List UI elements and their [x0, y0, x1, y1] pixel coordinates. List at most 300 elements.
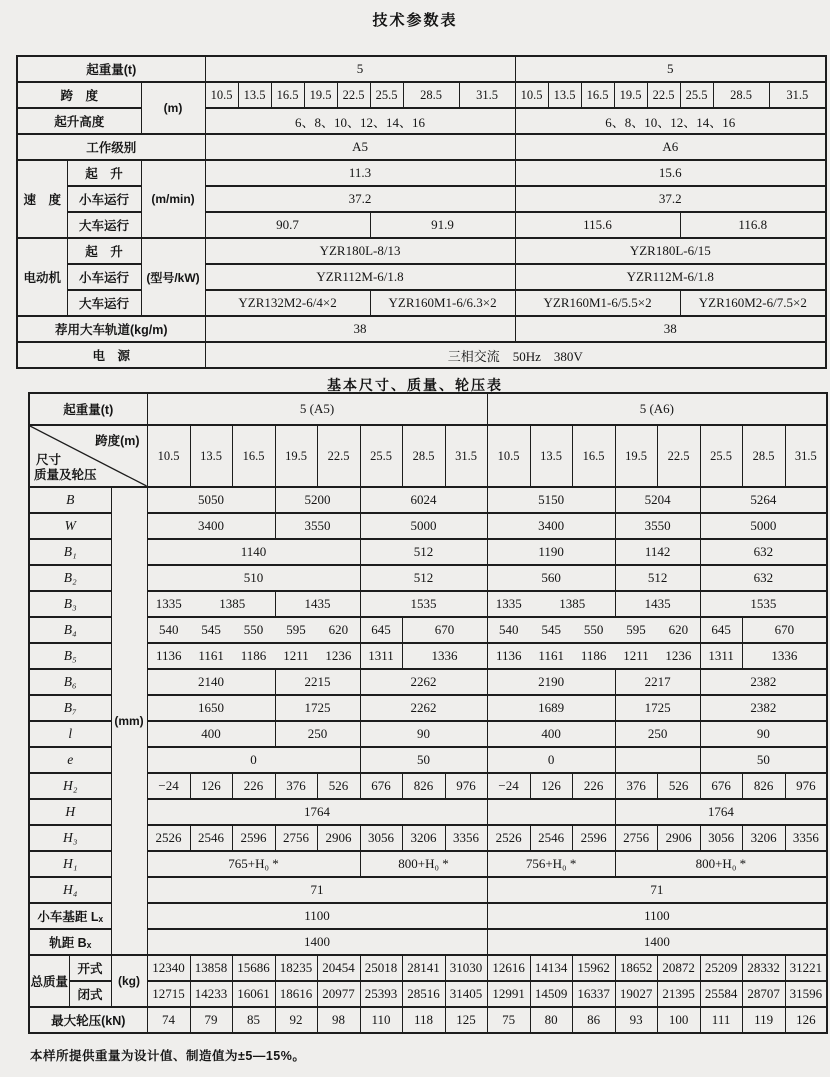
value-cell: 71 — [147, 877, 487, 903]
column-header: 28.5 — [713, 82, 769, 108]
value-cell: 1236 — [665, 648, 692, 663]
table-row — [29, 799, 827, 825]
table-row — [17, 212, 826, 238]
table-row — [29, 1007, 827, 1033]
value-cell — [147, 591, 275, 617]
value-cell: 25018 — [360, 955, 402, 981]
value-cell: 2382 — [700, 669, 827, 695]
value-cell: 620 — [668, 622, 689, 637]
row-label: 最大轮压(kN) — [29, 1007, 147, 1033]
value-cell: 20872 — [657, 955, 700, 981]
row-label: 工作级别 — [17, 134, 205, 160]
value-cell: 1100 — [487, 903, 827, 929]
value-cell: 28332 — [742, 955, 785, 981]
table-row — [29, 877, 827, 903]
table-row — [17, 290, 826, 316]
table-row — [17, 108, 826, 134]
technical-parameters-table — [16, 55, 827, 369]
value-cell: 6024 — [360, 487, 487, 513]
value-cell: 116.8 — [680, 212, 826, 238]
value-cell: 540 — [158, 622, 179, 637]
value-cell: 376 — [275, 773, 317, 799]
unit-label: (m) — [141, 82, 205, 134]
value-cell: 5000 — [700, 513, 827, 539]
value-cell: 226 — [232, 773, 275, 799]
value-cell: 2906 — [317, 825, 360, 851]
value-cell: 12340 — [147, 955, 190, 981]
table-row — [29, 955, 827, 981]
row-label: 起 升 — [67, 238, 141, 264]
value-cell: 91.9 — [370, 212, 515, 238]
value-cell: 16337 — [572, 981, 615, 1007]
table-row — [29, 617, 827, 643]
value-cell: 545 — [201, 622, 221, 637]
value-cell: 540 — [499, 622, 519, 637]
value-cell: 1650 — [147, 695, 275, 721]
value-cell: −24 — [487, 773, 530, 799]
unit-label: (mm) — [111, 487, 147, 955]
value-cell: 1186 — [580, 648, 607, 663]
value-cell: 376 — [615, 773, 657, 799]
value-cell: 31221 — [785, 955, 827, 981]
column-header: 31.5 — [459, 82, 515, 108]
row-label: 速 度 — [17, 160, 67, 238]
table-row — [17, 238, 826, 264]
value-cell: 2262 — [360, 669, 487, 695]
value-cell: 6、8、10、12、14、16 — [515, 108, 826, 134]
value-cell: 28707 — [742, 981, 785, 1007]
diagonal-header-text: 尺寸 — [36, 453, 62, 467]
value-cell: 1764 — [147, 799, 487, 825]
unit-label: (m/min) — [141, 160, 205, 238]
value-cell: YZR112M-6/1.8 — [205, 264, 515, 290]
value-cell: 14233 — [190, 981, 232, 1007]
value-cell: YZR160M2-6/7.5×2 — [680, 290, 826, 316]
value-cell: 126 — [785, 1007, 827, 1033]
column-header: 25.5 — [700, 425, 742, 487]
value-cell: 118 — [402, 1007, 445, 1033]
value-cell: 98 — [317, 1007, 360, 1033]
value-cell: 526 — [657, 773, 700, 799]
value-cell: 595 — [626, 622, 646, 637]
value-cell: A5 — [205, 134, 515, 160]
table-row — [17, 56, 826, 82]
value-cell: 756+H₀ * — [487, 851, 615, 877]
value-cell: 25209 — [700, 955, 742, 981]
value-cell: 400 — [487, 721, 615, 747]
value-cell: 5000 — [360, 513, 487, 539]
value-cell: 5200 — [275, 487, 360, 513]
value-cell: 2382 — [700, 695, 827, 721]
column-header: 16.5 — [572, 425, 615, 487]
column-header: 22.5 — [657, 425, 700, 487]
table-row — [17, 186, 826, 212]
value-cell: 976 — [785, 773, 827, 799]
value-cell: 20454 — [317, 955, 360, 981]
value-cell: 3056 — [360, 825, 402, 851]
value-cell: 512 — [360, 565, 487, 591]
value-cell: 0 — [147, 747, 360, 773]
value-cell: 1400 — [147, 929, 487, 955]
variable-label: H₄ — [29, 877, 111, 903]
row-label: 跨 度 — [17, 82, 141, 108]
value-cell: 12616 — [487, 955, 530, 981]
column-header: 28.5 — [742, 425, 785, 487]
value-cell: 15962 — [572, 955, 615, 981]
table-row — [29, 539, 827, 565]
value-cell: 86 — [572, 1007, 615, 1033]
value-cell: 2215 — [275, 669, 360, 695]
value-cell: 976 — [445, 773, 487, 799]
value-cell: 125 — [445, 1007, 487, 1033]
value-cell: 93 — [615, 1007, 657, 1033]
value-cell: 2756 — [275, 825, 317, 851]
column-header: 10.5 — [487, 425, 530, 487]
column-header: 10.5 — [147, 425, 190, 487]
value-cell: 1435 — [275, 591, 360, 617]
value-cell: 2262 — [360, 695, 487, 721]
value-cell: 1335 — [155, 596, 182, 611]
value-cell: 100 — [657, 1007, 700, 1033]
value-cell: 3400 — [147, 513, 275, 539]
column-header: 25.5 — [360, 425, 402, 487]
value-cell: 1385 — [559, 596, 586, 611]
value-cell: 0 — [487, 747, 615, 773]
value-cell: 1161 — [538, 648, 564, 663]
column-header: 16.5 — [581, 82, 614, 108]
table-row — [17, 342, 826, 368]
value-cell: 1764 — [615, 799, 827, 825]
value-cell: 5 (A6) — [487, 393, 827, 425]
value-cell: 15.6 — [515, 160, 826, 186]
row-label: 起升高度 — [17, 108, 141, 134]
value-cell: 765+H₀ * — [147, 851, 360, 877]
column-header: 25.5 — [370, 82, 403, 108]
row-label: 荐用大车轨道(kg/m) — [17, 316, 205, 342]
row-label: 起重量(t) — [17, 56, 205, 82]
value-cell: 74 — [147, 1007, 190, 1033]
column-header: 22.5 — [647, 82, 680, 108]
table-row — [17, 134, 826, 160]
value-cell: 110 — [360, 1007, 402, 1033]
value-cell: 620 — [328, 622, 349, 637]
column-header: 13.5 — [548, 82, 581, 108]
column-header: 13.5 — [530, 425, 572, 487]
value-cell: YZR132M2-6/4×2 — [205, 290, 370, 316]
value-cell: 1161 — [198, 648, 224, 663]
table-row — [29, 393, 827, 425]
table-row — [17, 316, 826, 342]
value-cell: 三相交流 50Hz 380V — [205, 342, 826, 368]
value-cell: A6 — [515, 134, 826, 160]
value-cell: 115.6 — [515, 212, 680, 238]
table-row — [29, 591, 827, 617]
value-cell: YZR160M1-6/6.3×2 — [370, 290, 515, 316]
column-header: 19.5 — [615, 425, 657, 487]
value-cell — [615, 747, 700, 773]
variable-label: B₅ — [29, 643, 111, 669]
value-cell: 15686 — [232, 955, 275, 981]
column-header: 31.5 — [769, 82, 826, 108]
value-cell: 38 — [205, 316, 515, 342]
value-cell: 3356 — [445, 825, 487, 851]
table-row — [29, 981, 827, 1007]
value-cell: 13858 — [190, 955, 232, 981]
value-cell: 1136 — [155, 648, 182, 663]
value-cell: 50 — [700, 747, 827, 773]
value-cell — [487, 617, 700, 643]
value-cell: 25393 — [360, 981, 402, 1007]
row-label: 开式 — [69, 955, 111, 981]
row-label: 电 源 — [17, 342, 205, 368]
value-cell: 560 — [487, 565, 615, 591]
value-cell: 676 — [700, 773, 742, 799]
value-cell: 2756 — [615, 825, 657, 851]
column-header: 10.5 — [205, 82, 238, 108]
table-row — [29, 565, 827, 591]
dimensions-mass-wheel-pressure-table — [28, 392, 828, 1034]
value-cell — [487, 643, 700, 669]
value-cell: 550 — [583, 622, 604, 637]
value-cell: 670 — [402, 617, 487, 643]
value-cell: 79 — [190, 1007, 232, 1033]
value-cell: 2546 — [530, 825, 572, 851]
value-cell: 5150 — [487, 487, 615, 513]
diagonal-header-text: 跨度(m) — [95, 434, 140, 448]
value-cell: 20977 — [317, 981, 360, 1007]
row-label: 小车运行 — [67, 186, 141, 212]
column-header: 16.5 — [232, 425, 275, 487]
column-header: 19.5 — [304, 82, 337, 108]
value-cell: 80 — [530, 1007, 572, 1033]
value-cell: 3206 — [742, 825, 785, 851]
value-cell: 1535 — [360, 591, 487, 617]
value-cell: 18652 — [615, 955, 657, 981]
value-cell: 1725 — [275, 695, 360, 721]
value-cell: 1335 — [495, 596, 522, 611]
table-row — [29, 425, 827, 487]
variable-label: W — [29, 513, 111, 539]
value-cell: 1400 — [487, 929, 827, 955]
value-cell: 5 (A5) — [147, 393, 487, 425]
value-cell: YZR180L-8/13 — [205, 238, 515, 264]
value-cell: 250 — [615, 721, 700, 747]
variable-label: B₆ — [29, 669, 111, 695]
value-cell: 2526 — [147, 825, 190, 851]
value-cell: 12991 — [487, 981, 530, 1007]
value-cell: 826 — [742, 773, 785, 799]
variable-label: B₂ — [29, 565, 111, 591]
table-row — [29, 903, 827, 929]
value-cell: 826 — [402, 773, 445, 799]
value-cell: 2217 — [615, 669, 700, 695]
row-label: 小车运行 — [67, 264, 141, 290]
value-cell: 1142 — [615, 539, 700, 565]
value-cell: 75 — [487, 1007, 530, 1033]
value-cell: 1190 — [487, 539, 615, 565]
value-cell: 28141 — [402, 955, 445, 981]
value-cell: 1100 — [147, 903, 487, 929]
footnote: 本样所提供重量为设计值、制造值为±5—15%。 — [30, 1049, 306, 1063]
value-cell: 1725 — [615, 695, 700, 721]
value-cell: 2526 — [487, 825, 530, 851]
value-cell: 111 — [700, 1007, 742, 1033]
row-label: 总质量 — [29, 955, 69, 1007]
diagonal-header — [29, 425, 147, 487]
value-cell: 400 — [147, 721, 275, 747]
table-row — [29, 721, 827, 747]
table-row — [29, 669, 827, 695]
value-cell: 1535 — [700, 591, 827, 617]
row-label: 闭式 — [69, 981, 111, 1007]
value-cell: 1311 — [700, 643, 742, 669]
table-row — [29, 851, 827, 877]
value-cell: 1336 — [402, 643, 487, 669]
value-cell: 37.2 — [205, 186, 515, 212]
page-title: 技术参数表 — [372, 12, 458, 29]
value-cell: 14134 — [530, 955, 572, 981]
variable-label: H₂ — [29, 773, 111, 799]
value-cell: 25584 — [700, 981, 742, 1007]
value-cell: 1689 — [487, 695, 615, 721]
value-cell: 2190 — [487, 669, 615, 695]
table-row — [29, 747, 827, 773]
column-header: 22.5 — [317, 425, 360, 487]
row-label: 轨距 Bₓ — [29, 929, 111, 955]
value-cell: 1385 — [219, 596, 246, 611]
value-cell: 14509 — [530, 981, 572, 1007]
value-cell: 1186 — [240, 648, 267, 663]
value-cell: 550 — [243, 622, 264, 637]
value-cell: 5 — [205, 56, 515, 82]
table-row — [29, 773, 827, 799]
value-cell: 16061 — [232, 981, 275, 1007]
value-cell: 670 — [742, 617, 827, 643]
value-cell: 5050 — [147, 487, 275, 513]
value-cell: 632 — [700, 565, 827, 591]
value-cell: 38 — [515, 316, 826, 342]
value-cell — [487, 799, 615, 825]
column-header: 19.5 — [275, 425, 317, 487]
value-cell: 632 — [700, 539, 827, 565]
variable-label: H₁ — [29, 851, 111, 877]
value-cell: 2906 — [657, 825, 700, 851]
value-cell: 512 — [615, 565, 700, 591]
value-cell: 2596 — [232, 825, 275, 851]
table-row — [29, 695, 827, 721]
value-cell: YZR180L-6/15 — [515, 238, 826, 264]
table-row — [17, 264, 826, 290]
value-cell: 2546 — [190, 825, 232, 851]
value-cell: 85 — [232, 1007, 275, 1033]
value-cell: 800+H₀ * — [360, 851, 487, 877]
value-cell: 3400 — [487, 513, 615, 539]
value-cell: 3056 — [700, 825, 742, 851]
variable-label: e — [29, 747, 111, 773]
value-cell: 1336 — [742, 643, 827, 669]
value-cell: 90 — [700, 721, 827, 747]
column-header: 13.5 — [190, 425, 232, 487]
column-header: 13.5 — [238, 82, 271, 108]
value-cell: 126 — [190, 773, 232, 799]
value-cell: 31596 — [785, 981, 827, 1007]
value-cell: 126 — [530, 773, 572, 799]
variable-label: l — [29, 721, 111, 747]
value-cell: 19027 — [615, 981, 657, 1007]
variable-label: H₃ — [29, 825, 111, 851]
value-cell — [147, 643, 360, 669]
value-cell: 676 — [360, 773, 402, 799]
column-header: 31.5 — [785, 425, 827, 487]
table-row — [17, 82, 826, 108]
value-cell: 50 — [360, 747, 487, 773]
table-row — [29, 513, 827, 539]
column-header: 31.5 — [445, 425, 487, 487]
value-cell: 119 — [742, 1007, 785, 1033]
value-cell: 1136 — [496, 648, 522, 663]
column-header: 25.5 — [680, 82, 713, 108]
value-cell: 12715 — [147, 981, 190, 1007]
value-cell: 226 — [572, 773, 615, 799]
value-cell: 512 — [360, 539, 487, 565]
value-cell: 526 — [317, 773, 360, 799]
value-cell: 1311 — [360, 643, 402, 669]
value-cell: 31030 — [445, 955, 487, 981]
row-label: 大车运行 — [67, 212, 141, 238]
row-label: 电动机 — [17, 238, 67, 316]
value-cell: 11.3 — [205, 160, 515, 186]
value-cell: 2140 — [147, 669, 275, 695]
value-cell: 645 — [360, 617, 402, 643]
row-label: 起重量(t) — [29, 393, 147, 425]
value-cell: 545 — [541, 622, 561, 637]
value-cell: YZR112M-6/1.8 — [515, 264, 826, 290]
column-header: 22.5 — [337, 82, 370, 108]
diagonal-header-text: 质量及轮压 — [34, 468, 97, 482]
value-cell: 250 — [275, 721, 360, 747]
variable-label: H — [29, 799, 111, 825]
value-cell: 6、8、10、12、14、16 — [205, 108, 515, 134]
value-cell: 1435 — [615, 591, 700, 617]
value-cell: 18616 — [275, 981, 317, 1007]
column-header: 10.5 — [515, 82, 548, 108]
value-cell: 37.2 — [515, 186, 826, 212]
value-cell: 71 — [487, 877, 827, 903]
value-cell: 90 — [360, 721, 487, 747]
value-cell: 3356 — [785, 825, 827, 851]
variable-label: B₇ — [29, 695, 111, 721]
unit-label: (kg) — [111, 955, 147, 1007]
unit-label: (型号/kW) — [141, 238, 205, 316]
table-row — [17, 160, 826, 186]
value-cell: 90.7 — [205, 212, 370, 238]
column-header: 28.5 — [402, 425, 445, 487]
value-cell: 21395 — [657, 981, 700, 1007]
table-row — [29, 643, 827, 669]
value-cell: 3550 — [615, 513, 700, 539]
value-cell: 3550 — [275, 513, 360, 539]
table-row — [29, 487, 827, 513]
variable-label: B₁ — [29, 539, 111, 565]
value-cell: 31405 — [445, 981, 487, 1007]
column-header: 19.5 — [614, 82, 647, 108]
table2-title: 基本尺寸、质量、轮压表 — [327, 377, 503, 393]
value-cell: 800+H₀ * — [615, 851, 827, 877]
row-label: 小车基距 Lₓ — [29, 903, 111, 929]
value-cell: 1211 — [623, 648, 649, 663]
column-header: 16.5 — [271, 82, 304, 108]
value-cell: 92 — [275, 1007, 317, 1033]
